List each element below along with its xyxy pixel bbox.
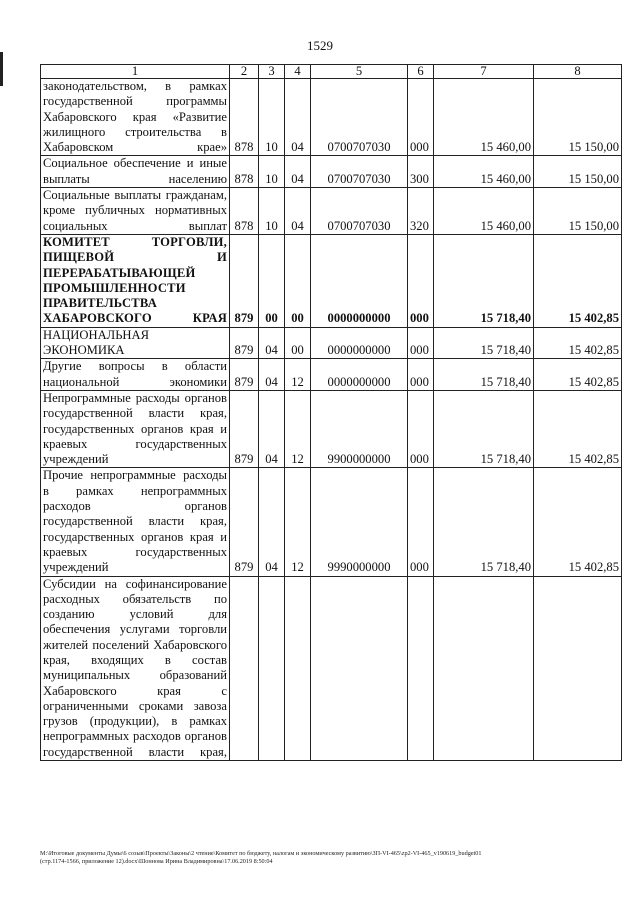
cell-amount-1: 15 460,00 bbox=[434, 188, 534, 235]
cell-target-article: 0000000000 bbox=[311, 327, 408, 359]
cell-amount-1: 15 460,00 bbox=[434, 156, 534, 188]
cell-section: 10 bbox=[259, 156, 285, 188]
table-row-continued bbox=[41, 576, 622, 761]
cell-amount-2: 15 402,85 bbox=[534, 390, 622, 467]
cell-amount-1: 15 460,00 bbox=[434, 79, 534, 156]
table-header-row bbox=[41, 65, 622, 79]
cell-amount-2: 15 150,00 bbox=[534, 156, 622, 188]
row-description: Прочие непрограммные расходы в рамках непрограммных расходов органов государственной власти края, государственных органов края и краевых государственных учреждений bbox=[41, 468, 230, 576]
cell-section: 04 bbox=[259, 468, 285, 576]
cell-amount-2: 15 402,85 bbox=[534, 327, 622, 359]
header-cell: 6 bbox=[408, 65, 434, 79]
cell-amount-1: 15 718,40 bbox=[434, 234, 534, 327]
cell-amount-1 bbox=[434, 576, 534, 761]
cell-section: 04 bbox=[259, 359, 285, 391]
header-cell: 3 bbox=[259, 65, 285, 79]
footer-path-line: M:\Итоговые документы Думы\6 созыв\Проекты\Законы\2 чтение\Комитет по бюджету, налогам и экономическому развитию\ЗП-VI-465\zp2-VI-465_v190619_budget01 bbox=[40, 850, 482, 857]
cell-subsection: 00 bbox=[285, 234, 311, 327]
cell-subsection bbox=[285, 576, 311, 761]
header-cell: 4 bbox=[285, 65, 311, 79]
cell-subsection: 04 bbox=[285, 79, 311, 156]
table-row bbox=[41, 79, 622, 156]
footer-author-line: (стр.1174-1566, приложение 12).docx\Шоннова Ирина Владимировна\17.06.2019 8:50:04 bbox=[40, 858, 273, 865]
cell-admin-code: 878 bbox=[230, 79, 259, 156]
cell-amount-1: 15 718,40 bbox=[434, 327, 534, 359]
row-description: Социальные выплаты гражданам, кроме публичных нормативных социальных выплат bbox=[41, 188, 230, 235]
document-footer bbox=[40, 850, 625, 866]
cell-admin-code: 879 bbox=[230, 234, 259, 327]
cell-admin-code: 879 bbox=[230, 327, 259, 359]
cell-amount-2: 15 402,85 bbox=[534, 359, 622, 391]
table-row bbox=[41, 156, 622, 188]
cell-amount-2: 15 402,85 bbox=[534, 468, 622, 576]
cell-admin-code: 879 bbox=[230, 468, 259, 576]
cell-section: 10 bbox=[259, 79, 285, 156]
cell-admin-code bbox=[230, 576, 259, 761]
margin-mark bbox=[0, 52, 3, 86]
cell-expense-type: 000 bbox=[408, 79, 434, 156]
table-row bbox=[41, 390, 622, 467]
row-description: Социальное обеспечение и иные выплаты населению bbox=[41, 156, 230, 188]
cell-subsection: 12 bbox=[285, 359, 311, 391]
cell-admin-code: 879 bbox=[230, 359, 259, 391]
cell-target-article: 9990000000 bbox=[311, 468, 408, 576]
row-description: законодательством, в рамках государственной программы Хабаровского края «Развитие жилищного строительства в Хабаровском крае» bbox=[41, 79, 230, 156]
cell-admin-code: 878 bbox=[230, 156, 259, 188]
cell-expense-type: 320 bbox=[408, 188, 434, 235]
header-cell: 8 bbox=[534, 65, 622, 79]
cell-amount-2: 15 402,85 bbox=[534, 234, 622, 327]
cell-target-article: 9900000000 bbox=[311, 390, 408, 467]
cell-amount-2: 15 150,00 bbox=[534, 79, 622, 156]
cell-target-article: 0700707030 bbox=[311, 156, 408, 188]
row-description: Непрограммные расходы органов государственной власти края, государственных органов края и краевых государственных учреждений bbox=[41, 390, 230, 467]
cell-admin-code: 879 bbox=[230, 390, 259, 467]
cell-expense-type bbox=[408, 576, 434, 761]
table-row bbox=[41, 327, 622, 359]
cell-expense-type: 300 bbox=[408, 156, 434, 188]
cell-expense-type: 000 bbox=[408, 234, 434, 327]
cell-admin-code: 878 bbox=[230, 188, 259, 235]
cell-amount-2: 15 150,00 bbox=[534, 188, 622, 235]
cell-amount-1: 15 718,40 bbox=[434, 359, 534, 391]
cell-amount-1: 15 718,40 bbox=[434, 390, 534, 467]
header-cell: 5 bbox=[311, 65, 408, 79]
table-row bbox=[41, 468, 622, 576]
row-description: КОМИТЕТ ТОРГОВЛИ, ПИЩЕВОЙ И ПЕРЕРАБАТЫВАЮЩЕЙ ПРОМЫШЛЕННОСТИ ПРАВИТЕЛЬСТВА ХАБАРОВСКОГО КРАЯ bbox=[41, 234, 230, 327]
cell-section: 00 bbox=[259, 234, 285, 327]
cell-section: 04 bbox=[259, 390, 285, 467]
cell-expense-type: 000 bbox=[408, 390, 434, 467]
cell-expense-type: 000 bbox=[408, 327, 434, 359]
cell-subsection: 04 bbox=[285, 156, 311, 188]
header-cell: 2 bbox=[230, 65, 259, 79]
header-cell: 7 bbox=[434, 65, 534, 79]
cell-section: 10 bbox=[259, 188, 285, 235]
cell-target-article: 0700707030 bbox=[311, 79, 408, 156]
cell-amount-2 bbox=[534, 576, 622, 761]
cell-target-article: 0000000000 bbox=[311, 359, 408, 391]
budget-table bbox=[40, 64, 622, 761]
cell-expense-type: 000 bbox=[408, 359, 434, 391]
cell-subsection: 12 bbox=[285, 390, 311, 467]
cell-section bbox=[259, 576, 285, 761]
cell-subsection: 04 bbox=[285, 188, 311, 235]
cell-expense-type: 000 bbox=[408, 468, 434, 576]
cell-target-article: 0700707030 bbox=[311, 188, 408, 235]
table-row-committee bbox=[41, 234, 622, 327]
table-row bbox=[41, 359, 622, 391]
page-number: 1529 bbox=[307, 38, 333, 53]
cell-subsection: 12 bbox=[285, 468, 311, 576]
cell-section: 04 bbox=[259, 327, 285, 359]
cell-amount-1: 15 718,40 bbox=[434, 468, 534, 576]
cell-subsection: 00 bbox=[285, 327, 311, 359]
cell-target-article bbox=[311, 576, 408, 761]
header-cell: 1 bbox=[41, 65, 230, 79]
row-description: Другие вопросы в области национальной экономики bbox=[41, 359, 230, 391]
row-description: Субсидии на софинансирование расходных обязательств по созданию условий для обеспечения услугами торговли жителей поселений Хабаровского края, входящих в состав муниципальных образований Хабаровского края с ограниченными сроками завоза грузов (продукции), в рамках непрограммных расходов органов государственной власти края, bbox=[41, 576, 230, 761]
row-description: НАЦИОНАЛЬНАЯ ЭКОНОМИКА bbox=[41, 327, 230, 359]
cell-target-article: 0000000000 bbox=[311, 234, 408, 327]
table-row bbox=[41, 188, 622, 235]
